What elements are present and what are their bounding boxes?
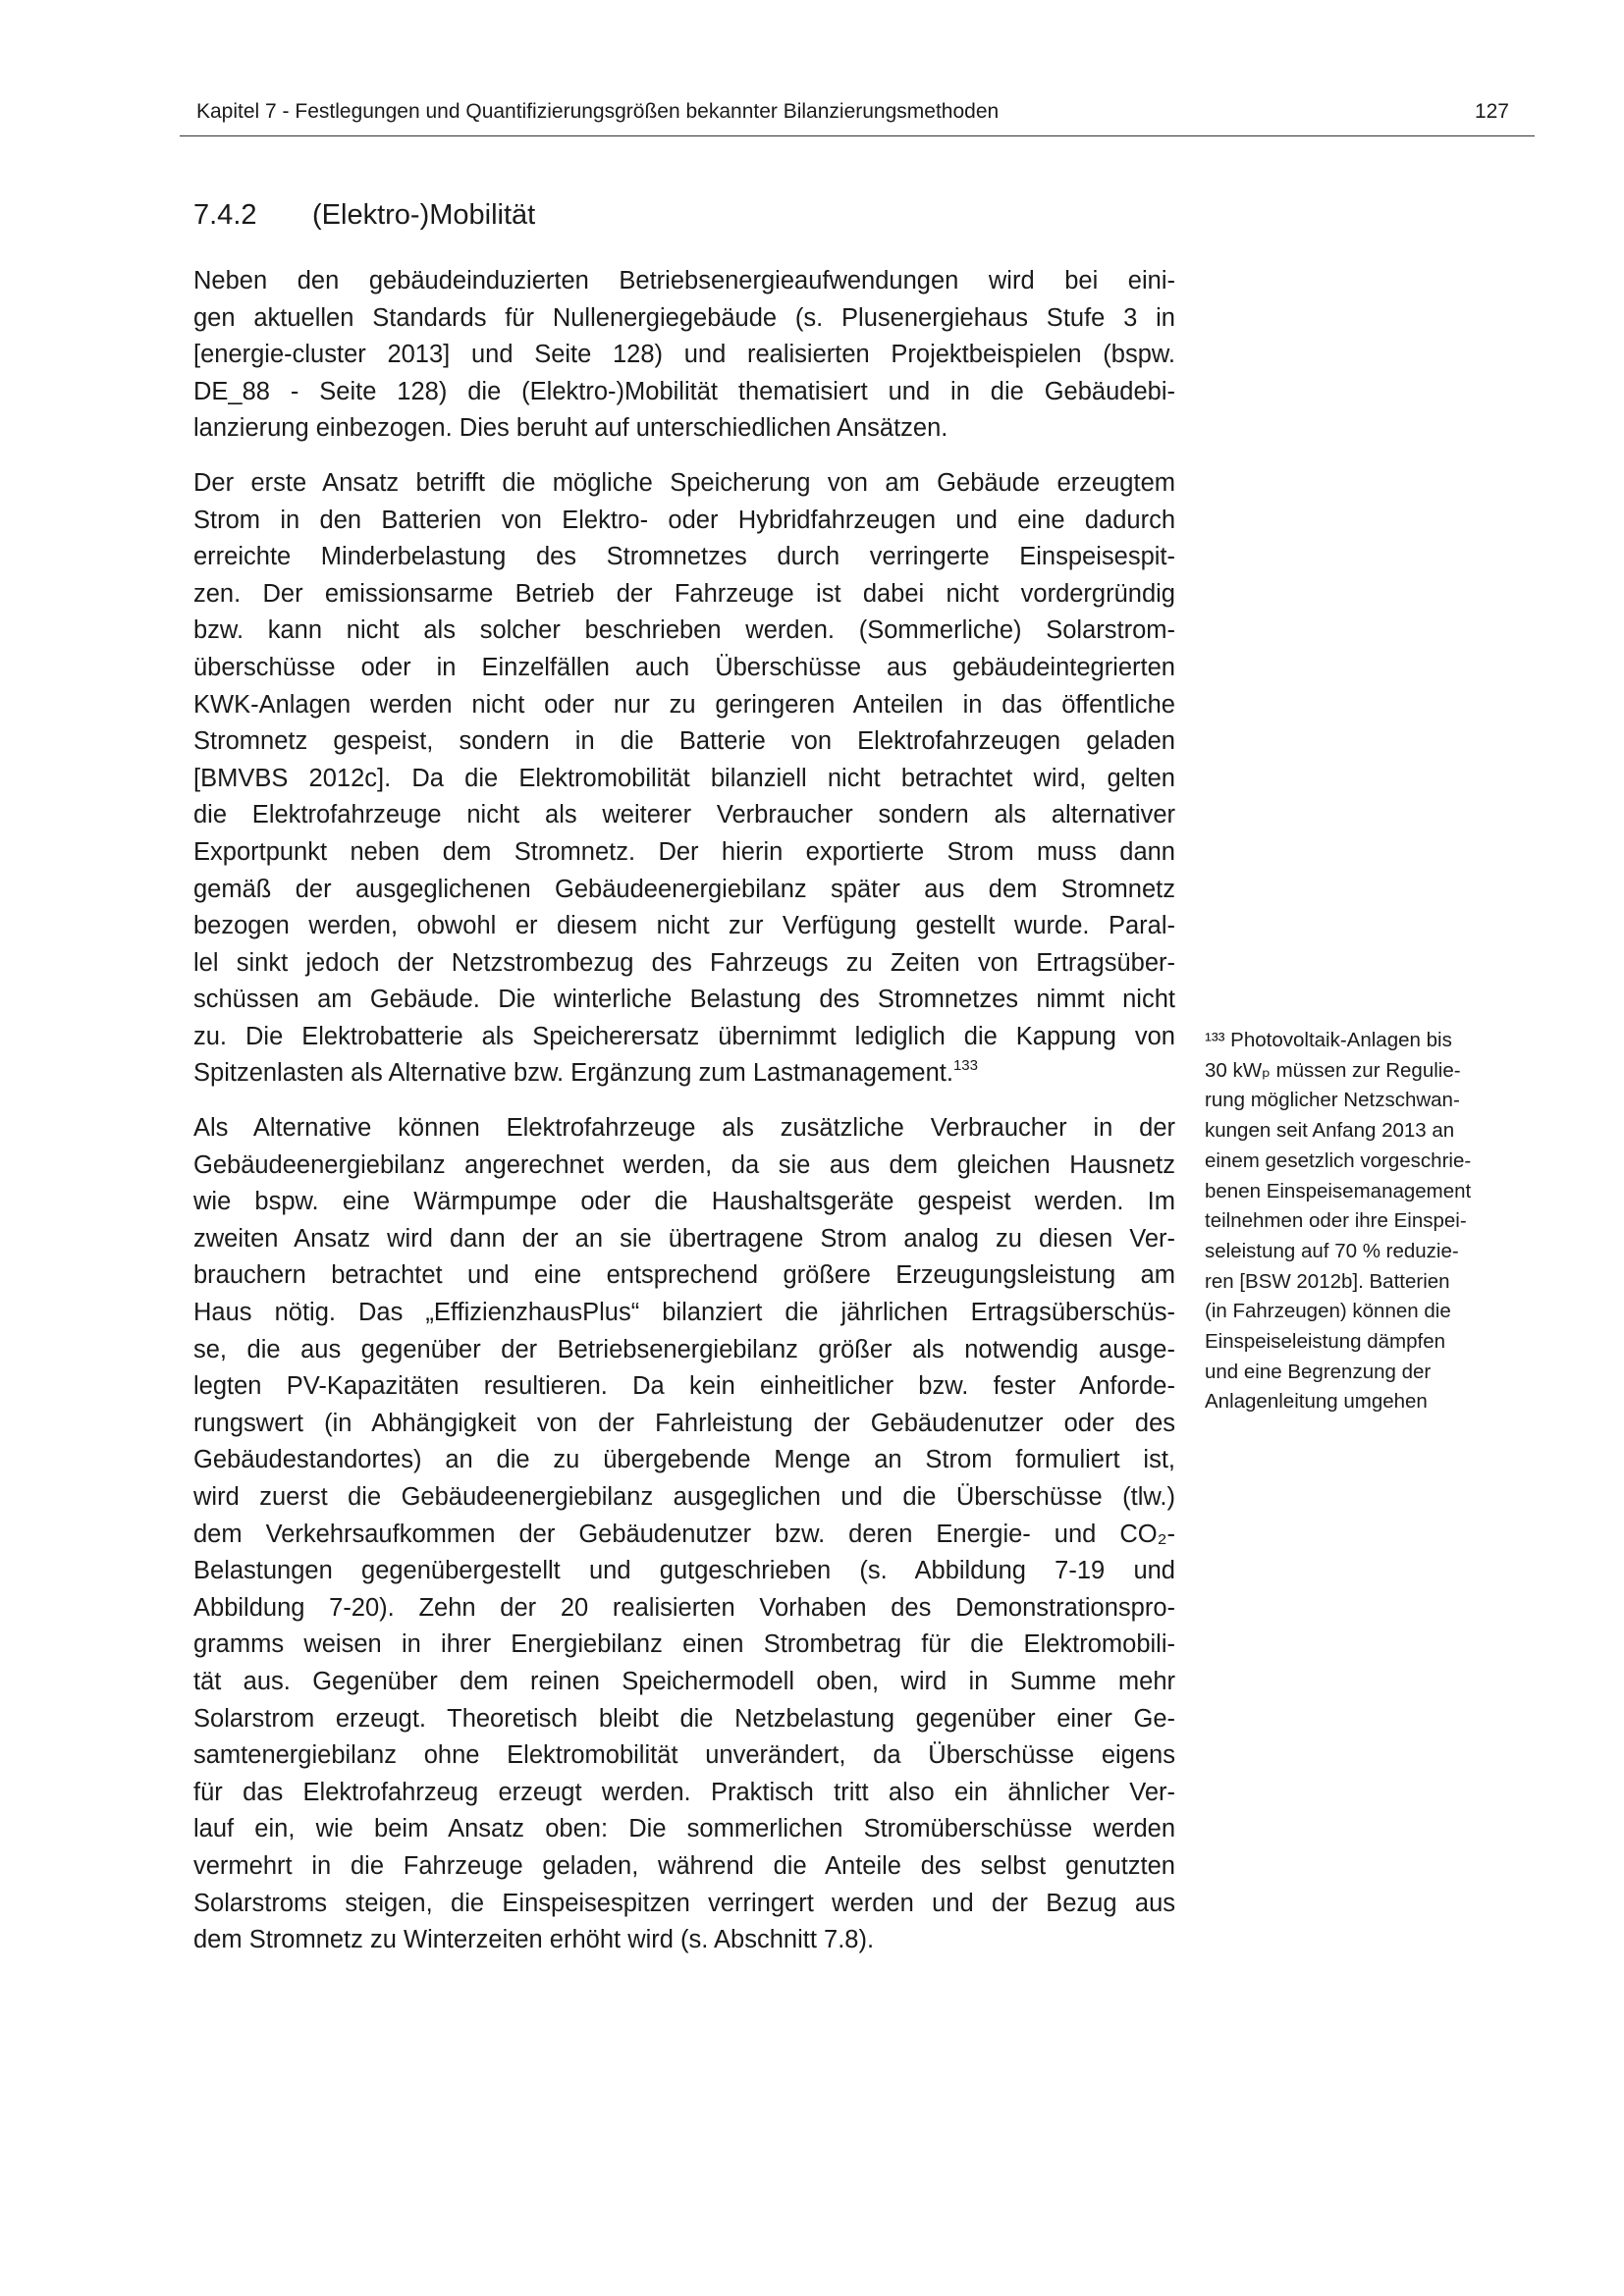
footnote-line: seleistung auf 70 % reduzie-: [1205, 1239, 1459, 1262]
text-line: vermehrt in die Fahrzeuge geladen, während die Anteile des selbst genutzten: [193, 1851, 1175, 1880]
footnote-line: ¹³³ Photovoltaik-Anlagen bis: [1205, 1029, 1452, 1051]
footnote-line: ren [BSW 2012b]. Batterien: [1205, 1269, 1450, 1293]
text-line: Der erste Ansatz betrifft die mögliche Speicherung von am Gebäude erzeugtem: [193, 468, 1175, 497]
text-line: Als Alternative können Elektrofahrzeuge als zusätzliche Verbraucher in der: [193, 1114, 1175, 1143]
text-line: Solarstrom erzeugt. Theoretisch bleibt die Netzbelastung gegenüber einer Ge-: [193, 1704, 1175, 1733]
text-line: erreichte Minderbelastung des Stromnetzes durch verringerte Einspeisespit-: [193, 543, 1175, 571]
text-line: Abbildung 7-20). Zehn der 20 realisierten Vorhaben des Demonstrationspro-: [193, 1593, 1175, 1622]
text-line: legten PV-Kapazitäten resultieren. Da kein einheitlicher bzw. fester Anforde-: [193, 1372, 1175, 1401]
text-line: zu. Die Elektrobatterie als Speicherersatz übernimmt lediglich die Kappung von: [193, 1022, 1175, 1050]
header-rule: [180, 135, 1535, 136]
text-line: samtenergiebilanz ohne Elektromobilität unverändert, da Überschüsse eigens: [193, 1741, 1175, 1770]
text-line: se, die aus gegenüber der Betriebsenergiebilanz größer als notwendig ausge-: [193, 1335, 1175, 1363]
text-line: KWK-Anlagen werden nicht oder nur zu geringeren Anteilen in das öffentliche: [193, 690, 1175, 719]
text-line: Spitzenlasten als Alternative bzw. Ergänzung zum Lastmanagement.: [193, 1059, 953, 1088]
text-line: [energie-cluster 2013] und Seite 128) und realisierten Projektbeispielen (bspw.: [193, 341, 1175, 369]
text-line: schüssen am Gebäude. Die winterliche Belastung des Stromnetzes nimmt nicht: [193, 986, 1175, 1014]
footnote-reference[interactable]: 133: [952, 1057, 978, 1075]
page-number: 127: [1474, 100, 1509, 123]
text-line: dem Stromnetz zu Winterzeiten erhöht wird (s. Abschnitt 7.8).: [193, 1926, 875, 1954]
footnote-line: (in Fahrzeugen) können die: [1205, 1300, 1451, 1323]
text-line: brauchern betrachtet und eine entsprechend größere Erzeugungsleistung am: [193, 1261, 1175, 1290]
text-line: gemäß der ausgeglichenen Gebäudeenergiebilanz später aus dem Stromnetz: [193, 875, 1175, 903]
section-number: 7.4.2: [193, 199, 257, 231]
section-heading: [193, 195, 535, 235]
text-line: Haus nötig. Das „EffizienzhausPlus“ bilanziert die jährlichen Ertragsüberschüs-: [193, 1299, 1175, 1327]
text-line: lanzierung einbezogen. Dies beruht auf unterschiedlichen Ansätzen.: [193, 414, 948, 443]
text-line-with-footnote: [193, 1055, 1175, 1093]
text-line: Gebäudestandortes) an die zu übergebende Menge an Strom formuliert ist,: [193, 1446, 1175, 1474]
footnote-line: Einspeiseleistung dämpfen: [1205, 1330, 1446, 1354]
paragraph-3: [193, 1110, 1175, 1959]
text-line: DE_88 - Seite 128) die (Elektro-)Mobilität thematisiert und in die Gebäudebi-: [193, 377, 1175, 405]
text-line: gen aktuellen Standards für Nullenergiegebäude (s. Plusenergiehaus Stufe 3 in: [193, 303, 1175, 332]
text-line: lel sinkt jedoch der Netzstrombezug des Fahrzeugs zu Zeiten von Ertragsüber-: [193, 948, 1175, 977]
text-line: zen. Der emissionsarme Betrieb der Fahrzeuge ist dabei nicht vordergründig: [193, 579, 1175, 608]
text-line: die Elektrofahrzeuge nicht als weiterer Verbraucher sondern als alternativer: [193, 801, 1175, 829]
text-line: überschüsse oder in Einzelfällen auch Überschüsse aus gebäudeintegrierten: [193, 653, 1175, 681]
text-line: rungswert (in Abhängigkeit von der Fahrleistung der Gebäudenutzer oder des: [193, 1409, 1175, 1437]
text-line: bzw. kann nicht als solcher beschrieben werden. (Sommerliche) Solarstrom-: [193, 616, 1175, 645]
text-line: bezogen werden, obwohl er diesem nicht zur Verfügung gestellt wurde. Paral-: [193, 912, 1175, 940]
text-line: Gebäudeenergiebilanz angerechnet werden, da sie aus dem gleichen Hausnetz: [193, 1150, 1175, 1179]
text-line: tät aus. Gegenüber dem reinen Speichermodell oben, wird in Summe mehr: [193, 1667, 1175, 1695]
paragraph-2: [193, 465, 1175, 1093]
paragraph-1: [193, 263, 1175, 448]
text-line: dem Verkehrsaufkommen der Gebäudenutzer bzw. deren Energie- und CO₂-: [193, 1520, 1175, 1548]
margin-footnote: [1205, 1026, 1509, 1417]
footnote-line: rung möglicher Netzschwan-: [1205, 1089, 1460, 1112]
text-line: Stromnetz gespeist, sondern in die Batterie von Elektrofahrzeugen geladen: [193, 727, 1175, 756]
text-line: Exportpunkt neben dem Stromnetz. Der hierin exportierte Strom muss dann: [193, 837, 1175, 866]
text-line: gramms weisen in ihrer Energiebilanz einen Strombetrag für die Elektromobili-: [193, 1630, 1175, 1659]
text-line: Solarstroms steigen, die Einspeisespitzen verringert werden und der Bezug aus: [193, 1889, 1175, 1917]
text-line: Strom in den Batterien von Elektro- oder Hybridfahrzeugen und eine dadurch: [193, 506, 1175, 534]
text-line: Belastungen gegenübergestellt und gutgeschrieben (s. Abbildung 7-19 und: [193, 1557, 1175, 1585]
footnote-line: teilnehmen oder ihre Einspei-: [1205, 1209, 1467, 1233]
footnote-line: kungen seit Anfang 2013 an: [1205, 1119, 1455, 1143]
body-text: [193, 263, 1175, 1977]
footnote-line: benen Einspeisemanagement: [1205, 1179, 1472, 1202]
section-title: (Elektro-)Mobilität: [312, 199, 536, 231]
text-line: zweiten Ansatz wird dann der an sie übertragene Strom analog zu diesen Ver-: [193, 1224, 1175, 1253]
footnote-line: einem gesetzlich vorgeschrie-: [1205, 1148, 1472, 1172]
footnote-line: Anlagenleitung umgehen: [1205, 1390, 1428, 1414]
running-head-chapter: Kapitel 7 - Festlegungen und Quantifizierungsgrößen bekannter Bilanzierungsmethoden: [196, 100, 1000, 123]
footnote-line: und eine Begrenzung der: [1205, 1360, 1432, 1383]
text-line: Neben den gebäudeinduzierten Betriebsenergieaufwendungen wird bei eini-: [193, 267, 1175, 294]
page-header: [180, 94, 1535, 130]
text-line: wird zuerst die Gebäudeenergiebilanz ausgeglichen und die Überschüsse (tlw.): [193, 1483, 1175, 1511]
text-line: wie bspw. eine Wärmpumpe oder die Haushaltsgeräte gespeist werden. Im: [193, 1188, 1175, 1216]
text-line: lauf ein, wie beim Ansatz oben: Die sommerlichen Stromüberschüsse werden: [193, 1815, 1175, 1843]
text-line: [BMVBS 2012c]. Da die Elektromobilität bilanziell nicht betrachtet wird, gelten: [193, 764, 1175, 792]
footnote-line: 30 kWₚ müssen zur Regulie-: [1205, 1058, 1461, 1082]
text-line: für das Elektrofahrzeug erzeugt werden. Praktisch tritt also ein ähnlicher Ver-: [193, 1778, 1175, 1806]
